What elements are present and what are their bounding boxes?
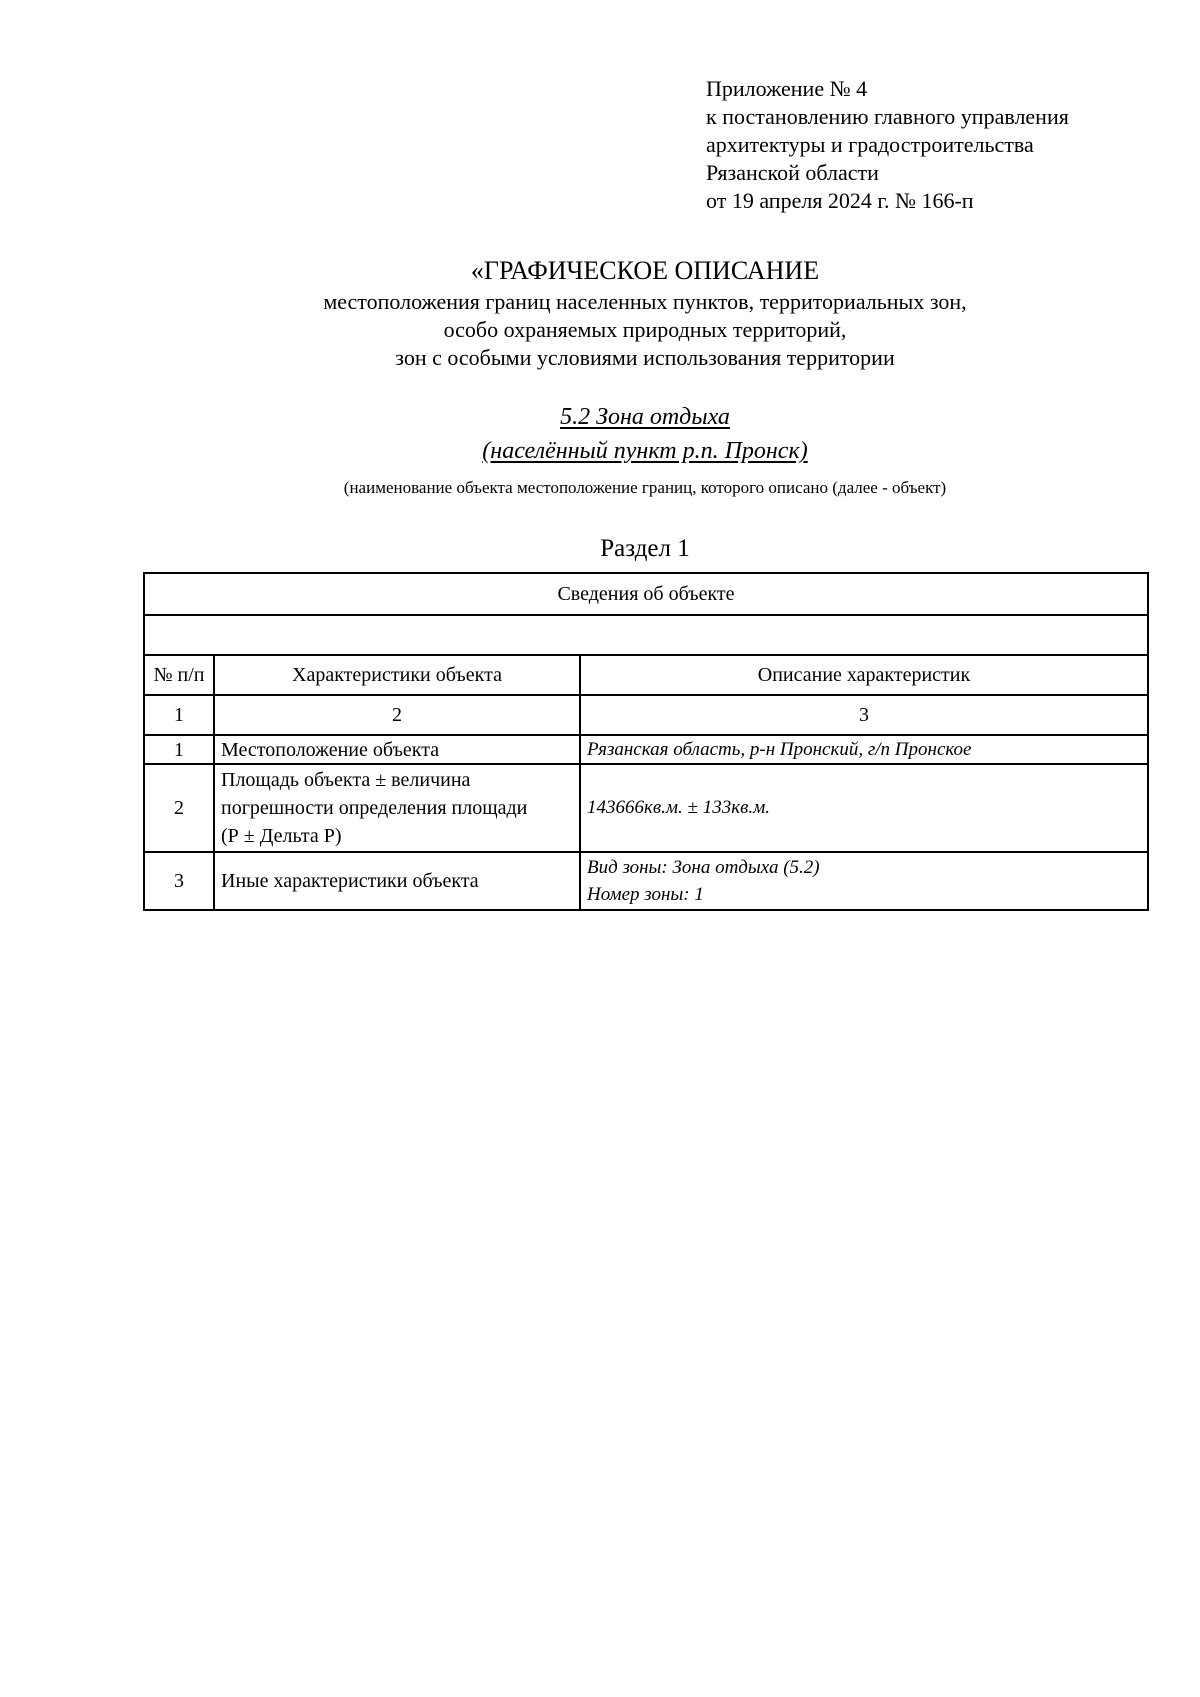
row-description-line: Вид зоны: Зона отдыха (5.2) <box>587 857 820 878</box>
row-number: 3 <box>144 852 214 910</box>
row-characteristic-line: (Р ± Дельта Р) <box>221 825 342 847</box>
column-header-description: Описание характеристик <box>580 655 1148 695</box>
row-characteristic: Иные характеристики объекта <box>214 852 580 910</box>
table-blank-cell <box>144 615 1148 655</box>
object-name-line: 5.2 Зона отдыха <box>560 404 730 430</box>
row-description <box>580 852 1148 910</box>
table-row <box>144 764 1148 852</box>
object-name-line: (населённый пункт р.п. Пронск) <box>482 438 808 464</box>
document-subtitle-line: местоположения границ населенных пунктов, территориальных зон, <box>323 289 967 314</box>
column-number: 2 <box>214 695 580 735</box>
column-header-characteristic: Характеристики объекта <box>214 655 580 695</box>
row-description <box>580 735 1148 764</box>
document-subtitle-line: зон с особыми условиями использования территории <box>395 345 895 370</box>
object-info-table <box>143 572 1149 911</box>
document-title: «ГРАФИЧЕСКОЕ ОПИСАНИЕ <box>470 256 820 285</box>
appendix-date-line: от 19 апреля 2024 г. № 166-п <box>706 188 974 213</box>
table-row <box>144 735 1148 764</box>
appendix-line: архитектуры и градостроительства <box>706 132 1034 157</box>
column-header-number: № п/п <box>144 655 214 695</box>
table-heading: Сведения об объекте <box>144 573 1148 615</box>
appendix-line: Рязанской области <box>706 160 879 185</box>
table-column-number-row <box>144 695 1148 735</box>
appendix-line: Приложение № 4 <box>706 76 868 101</box>
appendix-line: к постановлению главного управления <box>706 104 1069 129</box>
table-heading-row <box>144 573 1148 615</box>
object-caption: (наименование объекта местоположение границ, которого описано (далее - объект) <box>343 478 947 497</box>
table-row <box>144 852 1148 910</box>
table-blank-row <box>144 615 1148 655</box>
column-number: 1 <box>144 695 214 735</box>
document-subtitle-line: особо охраняемых природных территорий, <box>443 317 847 342</box>
row-characteristic: Местоположение объекта <box>214 735 580 764</box>
column-number: 3 <box>580 695 1148 735</box>
row-number: 1 <box>144 735 214 764</box>
row-number: 2 <box>144 764 214 852</box>
row-description-line: Номер зоны: 1 <box>587 884 704 905</box>
row-description-line: Рязанская область, р-н Пронский, г/п Пронское <box>587 738 972 760</box>
document-title-block <box>140 254 1150 372</box>
appendix-note <box>706 75 1146 215</box>
table-column-header-row <box>144 655 1148 695</box>
row-characteristic <box>214 764 580 852</box>
row-characteristic-line: погрешности определения площади <box>221 797 528 819</box>
object-name-block <box>140 400 1150 500</box>
row-characteristic-line: Площадь объекта ± величина <box>221 769 471 791</box>
row-description-line: 143666кв.м. ± 133кв.м. <box>587 797 770 818</box>
section-title: Раздел 1 <box>600 535 690 562</box>
row-description <box>580 764 1148 852</box>
